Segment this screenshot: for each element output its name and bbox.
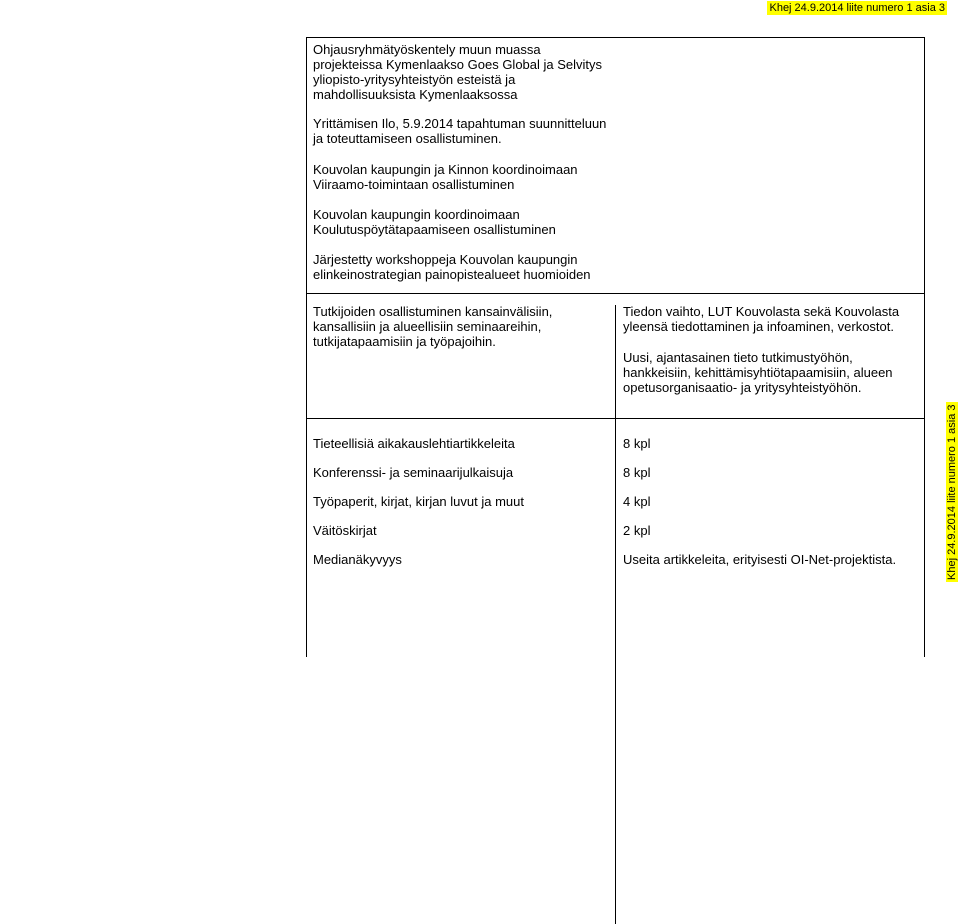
row2-left-cell	[313, 304, 609, 364]
paragraph: Järjestetty workshoppeja Kouvolan kaupungin elinkeinostrategian painopistealueet huomioiden	[313, 252, 591, 282]
row3-left-cell	[313, 436, 613, 581]
output-label: Työpaperit, kirjat, kirjan luvut ja muut	[313, 494, 524, 509]
paragraph: Uusi, ajantasainen tieto tutkimustyöhön, hankkeisiin, kehittämisyhtiötapaamisiin, alueen opetusorganisaatio- ja yritysyhteistyöhön.	[623, 350, 893, 395]
output-count: 8 kpl	[623, 465, 651, 480]
paragraph: Tutkijoiden osallistuminen kansainvälisiin, kansallisiin ja alueellisiin seminaareihin, tutkijatapaamisiin ja työpajoihin.	[313, 304, 553, 349]
row2-right-cell	[623, 304, 919, 410]
row1-left-cell	[313, 42, 613, 297]
paragraph: Tiedon vaihto, LUT Kouvolasta sekä Kouvolasta yleensä tiedottaminen ja infoaminen, verkostot.	[623, 304, 900, 334]
paragraph: Kouvolan kaupungin koordinoimaan Koulutuspöytätapaamiseen osallistuminen	[313, 207, 556, 237]
header-note: Khej 24.9.2014 liite numero 1 asia 3	[769, 2, 945, 14]
output-label: Konferenssi- ja seminaarijulkaisuja	[313, 465, 514, 480]
output-label: Medianäkyvyys	[313, 552, 402, 567]
paragraph: Kouvolan kaupungin ja Kinnon koordinoimaan Viiraamo-toimintaan osallistuminen	[313, 162, 578, 192]
output-count: 8 kpl	[623, 436, 651, 451]
row3-right-cell	[623, 436, 919, 581]
row-divider	[307, 418, 924, 419]
column-divider	[615, 305, 616, 924]
paragraph: Yrittämisen Ilo, 5.9.2014 tapahtuman suunnitteluun ja toteuttamiseen osallistuminen.	[313, 116, 607, 146]
output-count: 2 kpl	[623, 523, 651, 538]
paragraph: Ohjausryhmätyöskentely muun muassa projekteissa Kymenlaakso Goes Global ja Selvitys yliopisto-yritysyhteistyön esteistä ja mahdollisuuksista Kymenlaaksossa	[313, 42, 603, 102]
side-note: Khej 24.9.2014 liite numero 1 asia 3	[946, 404, 958, 580]
document-table	[306, 37, 925, 657]
output-label: Tieteellisiä aikakauslehtiartikkeleita	[313, 436, 515, 451]
output-count: Useita artikkeleita, erityisesti OI-Net-projektista.	[623, 552, 897, 567]
output-count: 4 kpl	[623, 494, 651, 509]
output-label: Väitöskirjat	[313, 523, 377, 538]
